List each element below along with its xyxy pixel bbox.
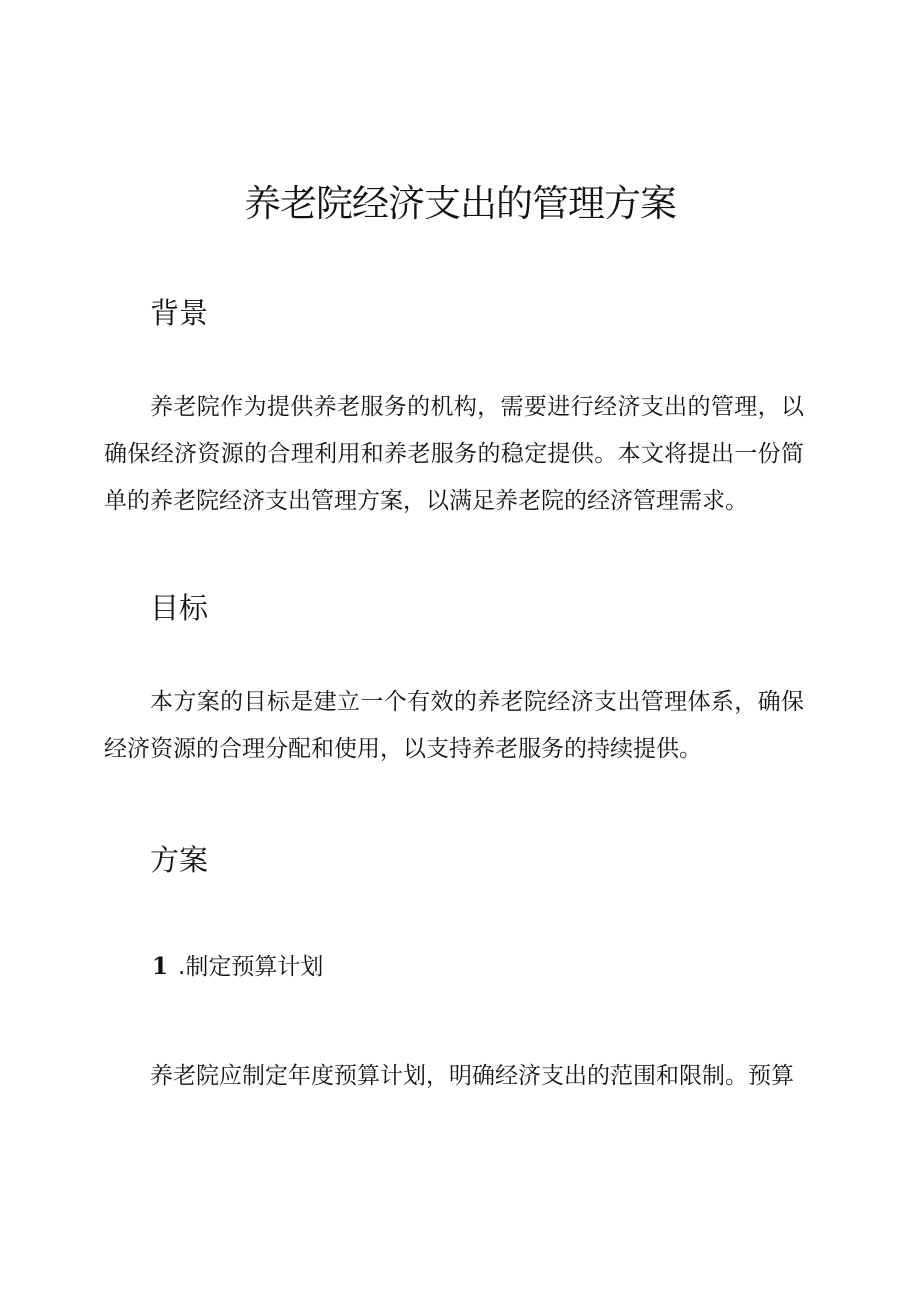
section-heading-background: 背景 [150,296,209,330]
section-heading-goal: 目标 [150,591,209,625]
document-title: 养老院经济支出的管理方案 [244,182,676,225]
plan-item-heading [152,952,323,982]
plan-item-paragraph: 养老院应制定年度预算计划，明确经济支出的范围和限制。预算 [150,1063,794,1089]
plan-item-title: .制定预算计划 [178,954,324,980]
section-paragraph-goal: 本方案的目标是建立一个有效的养老院经济支出管理体系，确保经济资源的合理分配和使用，以支持养老服务的持续提供。 [104,689,804,762]
section-paragraph-background: 养老院作为提供养老服务的机构，需要进行经济支出的管理，以确保经济资源的合理利用和养老服务的稳定提供。本文将提出一份简单的养老院经济支出管理方案，以满足养老院的经济管理需求。 [104,394,804,514]
section-heading-plan: 方案 [150,843,209,877]
plan-item-number: 1 [152,953,169,980]
